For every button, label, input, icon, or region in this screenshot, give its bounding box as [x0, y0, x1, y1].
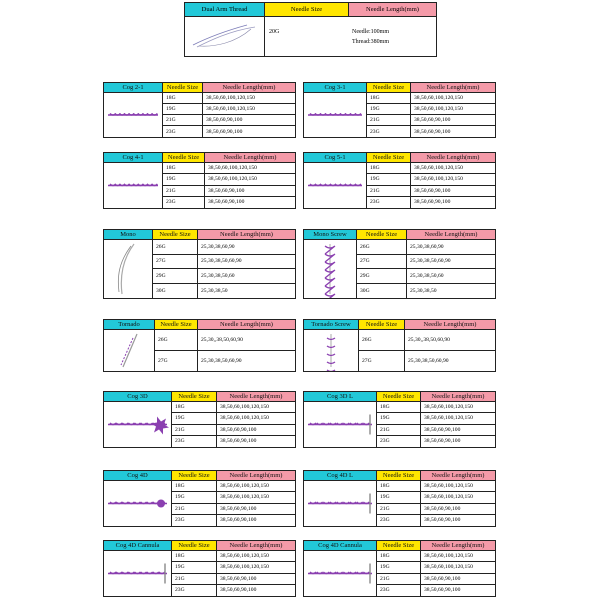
table-row — [377, 504, 495, 515]
table-row — [172, 492, 295, 503]
table-row — [357, 255, 495, 270]
needle-length-cell: 38,50,60,100,120,150 — [424, 564, 473, 571]
needle-length-cell: 25,30,,38,50,60,90 — [201, 336, 243, 343]
table-row — [155, 330, 295, 351]
product-table-12 — [303, 470, 496, 527]
needle-length-cell: 38,50,60,100,120,150 — [208, 165, 257, 172]
product-name: Tornado Screw — [304, 320, 359, 330]
needle-size-cell: 21G — [377, 574, 421, 584]
needle-length-cell: 38,50,60,100,120,150 — [424, 404, 473, 411]
table-row — [153, 269, 295, 284]
product-table-13 — [103, 540, 296, 597]
product-name: Cog 3D — [104, 392, 172, 402]
table-row — [172, 574, 295, 585]
table-row — [172, 481, 295, 492]
table-row — [163, 186, 295, 197]
needle-length-cell: 25,30,38,50,60,90 — [201, 357, 242, 364]
needle-size-cell: 21G — [367, 115, 411, 125]
needle-length-cell: 38,50,60,100,120,150 — [414, 176, 463, 183]
product-table-7 — [103, 319, 296, 372]
table-row — [357, 240, 495, 255]
thread-image — [104, 551, 172, 596]
dual-arm-thread-table — [184, 2, 437, 57]
thread-image — [104, 330, 155, 371]
needle-length-cell: 38,50,60,100,120,150 — [414, 106, 463, 112]
product-name: Cog 4D Cannula — [304, 541, 377, 551]
dual-arm-thread-length: Thread:380mm — [352, 39, 389, 45]
table-row — [357, 269, 495, 284]
product-name: Mono Screw — [304, 230, 357, 240]
table-row — [172, 504, 295, 515]
needle-length-header: Needle Length(mm) — [217, 471, 295, 481]
product-table-14 — [303, 540, 496, 597]
needle-length-header: Needle Length(mm) — [407, 230, 495, 240]
needle-size-cell: 18G — [367, 93, 411, 103]
product-name: Cog 4D — [104, 471, 172, 481]
needle-length-cell: 38,50,60,90,100 — [424, 587, 461, 594]
needle-length-cell: 25,30,38,50,60,90 — [201, 258, 242, 265]
needle-length-cell: 38,50,60,90,100 — [206, 128, 243, 135]
needle-length-header: Needle Length(mm) — [217, 392, 295, 402]
needle-size-header: Needle Size — [377, 541, 421, 551]
table-row — [172, 402, 295, 413]
needle-length-cell: 38,50,60,90,100 — [424, 505, 461, 512]
needle-length-header: Needle Length(mm) — [203, 83, 295, 93]
needle-size-cell: 30G — [153, 284, 198, 299]
needle-length-cell: 38,50,60,90,100 — [414, 187, 451, 194]
needle-size-cell: 23G — [172, 436, 217, 447]
needle-length-cell: 25,30,38,50,60 — [410, 272, 444, 279]
thread-image — [304, 481, 377, 526]
product-name: Mono — [104, 230, 153, 240]
table-row — [163, 104, 295, 115]
dual-arm-length-header: Needle Length(mm) — [349, 3, 436, 17]
needle-length-cell: 38,50,60,100,120,150 — [220, 415, 269, 422]
table-row — [163, 197, 295, 208]
needle-length-cell: 25,30,38,50,60,90 — [410, 258, 451, 265]
thread-image — [104, 240, 153, 298]
needle-size-cell: 23G — [367, 126, 411, 137]
dual-arm-thread-image — [185, 17, 265, 56]
table-row — [367, 174, 495, 185]
table-row — [163, 126, 295, 137]
needle-size-header: Needle Size — [359, 320, 405, 330]
needle-size-header: Needle Size — [153, 230, 198, 240]
needle-length-cell: 38,50,60,90,100 — [220, 517, 257, 524]
needle-length-cell: 25,30,,38,50,60,90 — [408, 336, 450, 343]
needle-length-cell: 25,30,38,50 — [201, 287, 228, 294]
needle-size-cell: 26G — [357, 240, 407, 254]
needle-length-header: Needle Length(mm) — [421, 541, 495, 551]
needle-size-cell: 23G — [163, 197, 205, 208]
needle-length-cell: 38,50,60,90,100 — [424, 575, 461, 582]
needle-length-cell: 38,50,60,100,120,150 — [414, 165, 463, 172]
dual-arm-size: 20G — [269, 29, 280, 35]
needle-length-cell: 38,50,60,90,100 — [208, 199, 245, 206]
needle-size-cell: 19G — [172, 562, 217, 572]
needle-length-header: Needle Length(mm) — [421, 392, 495, 402]
needle-size-header: Needle Size — [172, 392, 217, 402]
needle-length-cell: 38,50,60,90,100 — [220, 426, 257, 433]
needle-length-header: Needle Length(mm) — [205, 153, 295, 163]
table-row — [172, 413, 295, 424]
needle-length-cell: 38,50,60,100,120,150 — [220, 483, 269, 490]
table-row — [367, 104, 495, 115]
table-row — [377, 551, 495, 562]
needle-size-cell: 19G — [163, 104, 203, 114]
table-row — [377, 562, 495, 573]
needle-size-cell: 21G — [172, 504, 217, 514]
table-row — [172, 562, 295, 573]
product-table-2 — [303, 82, 496, 138]
needle-size-cell: 18G — [172, 481, 217, 491]
needle-size-cell: 19G — [367, 104, 411, 114]
needle-length-cell: 38,50,60,100,120,150 — [414, 95, 463, 101]
needle-length-cell: 38,50,60,100,120,150 — [220, 564, 269, 571]
needle-size-header: Needle Size — [172, 541, 217, 551]
product-table-3 — [103, 152, 296, 209]
needle-size-header: Needle Size — [163, 153, 205, 163]
needle-size-cell: 27G — [357, 255, 407, 269]
table-row — [377, 436, 495, 447]
needle-length-cell: 38,50,60,100,120,150 — [208, 176, 257, 183]
needle-size-cell: 29G — [153, 269, 198, 283]
product-table-5 — [103, 229, 296, 299]
needle-size-cell: 23G — [377, 436, 421, 447]
needle-size-cell: 18G — [172, 551, 217, 561]
needle-size-cell: 23G — [377, 515, 421, 526]
needle-size-cell: 18G — [377, 481, 421, 491]
needle-length-cell: 25,30,38,60,90 — [410, 243, 444, 250]
product-table-11 — [103, 470, 296, 527]
needle-size-cell: 21G — [172, 425, 217, 435]
table-row — [367, 163, 495, 174]
table-row — [377, 402, 495, 413]
needle-size-header: Needle Size — [377, 392, 421, 402]
thread-image — [104, 402, 172, 447]
table-row — [359, 330, 495, 351]
needle-length-header: Needle Length(mm) — [405, 320, 495, 330]
product-table-4 — [303, 152, 496, 209]
needle-length-header: Needle Length(mm) — [411, 83, 495, 93]
table-row — [172, 585, 295, 596]
needle-length-cell: 38,50,60,100,120,150 — [424, 553, 473, 560]
needle-size-cell: 19G — [377, 413, 421, 423]
thread-image — [304, 402, 377, 447]
thread-image — [104, 481, 172, 526]
needle-length-cell: 38,50,60,90,100 — [424, 426, 461, 433]
table-row — [377, 574, 495, 585]
product-table-6 — [303, 229, 496, 299]
table-row — [367, 115, 495, 126]
product-table-10 — [303, 391, 496, 448]
table-row — [359, 351, 495, 372]
needle-length-cell: 38,50,60,100,120,150 — [424, 483, 473, 490]
needle-size-cell: 18G — [163, 163, 205, 173]
needle-size-cell: 27G — [155, 351, 198, 372]
table-row — [153, 284, 295, 299]
needle-length-cell: 38,50,60,100,120,150 — [424, 415, 473, 422]
table-row — [172, 515, 295, 526]
needle-length-cell: 38,50,60,90,100 — [220, 505, 257, 512]
needle-size-cell: 23G — [377, 585, 421, 596]
needle-length-cell: 38,50,60,90,100 — [220, 575, 257, 582]
product-name: Tornado — [104, 320, 155, 330]
needle-size-cell: 21G — [377, 425, 421, 435]
table-row — [172, 425, 295, 436]
needle-length-cell: 38,50,60,90,100 — [206, 117, 243, 123]
dual-arm-name-header: Dual Arm Thread — [185, 3, 265, 17]
product-name: Cog 4D Cannula — [104, 541, 172, 551]
table-row — [377, 481, 495, 492]
needle-length-cell: 25,30,38,50,60,90 — [408, 357, 449, 364]
table-row — [377, 425, 495, 436]
needle-size-cell: 21G — [377, 504, 421, 514]
table-row — [357, 284, 495, 299]
thread-image — [104, 163, 163, 208]
table-row — [367, 93, 495, 104]
needle-length-cell: 38,50,60,90,100 — [414, 117, 451, 123]
needle-size-cell: 19G — [172, 492, 217, 502]
needle-size-cell: 23G — [172, 515, 217, 526]
table-row — [153, 240, 295, 255]
needle-size-header: Needle Size — [357, 230, 407, 240]
thread-image — [304, 240, 357, 298]
table-row — [377, 413, 495, 424]
needle-length-cell: 38,50,60,90,100 — [424, 517, 461, 524]
table-row — [163, 163, 295, 174]
needle-size-header: Needle Size — [377, 471, 421, 481]
needle-length-cell: 38,50,60,100,120,150 — [206, 106, 255, 112]
table-row — [163, 174, 295, 185]
thread-image — [304, 163, 367, 208]
needle-length-header: Needle Length(mm) — [198, 230, 295, 240]
product-name: Cog 3D L — [304, 392, 377, 402]
table-row — [377, 492, 495, 503]
needle-length-header: Needle Length(mm) — [217, 541, 295, 551]
needle-length-cell: 38,50,60,100,120,150 — [424, 494, 473, 501]
thread-image — [304, 93, 367, 137]
needle-length-cell: 25,30,38,60,90 — [201, 243, 235, 250]
table-row — [155, 351, 295, 372]
needle-size-cell: 19G — [377, 492, 421, 502]
needle-length-cell: 25,30,38,50 — [410, 287, 437, 294]
needle-size-cell: 26G — [359, 330, 405, 350]
thread-image — [104, 93, 163, 137]
product-name: Cog 4D L — [304, 471, 377, 481]
needle-size-header: Needle Size — [367, 153, 411, 163]
product-name: Cog 2-1 — [104, 83, 163, 93]
table-row — [172, 436, 295, 447]
needle-size-cell: 18G — [377, 402, 421, 412]
needle-length-header: Needle Length(mm) — [421, 471, 495, 481]
product-name: Cog 5-1 — [304, 153, 367, 163]
needle-length-cell: 38,50,60,90,100 — [220, 438, 257, 445]
needle-length-header: Needle Length(mm) — [198, 320, 295, 330]
table-row — [367, 186, 495, 197]
needle-size-cell: 19G — [163, 174, 205, 184]
needle-size-cell: 18G — [172, 402, 217, 412]
thread-image — [304, 330, 359, 371]
needle-size-cell: 23G — [163, 126, 203, 137]
needle-length-header: Needle Length(mm) — [411, 153, 495, 163]
needle-size-header: Needle Size — [172, 471, 217, 481]
table-row — [377, 585, 495, 596]
needle-size-cell: 19G — [367, 174, 411, 184]
table-row — [163, 115, 295, 126]
needle-size-cell: 21G — [163, 115, 203, 125]
needle-size-cell: 18G — [367, 163, 411, 173]
product-table-9 — [103, 391, 296, 448]
needle-length-cell: 38,50,60,100,120,150 — [206, 95, 255, 101]
needle-length-cell: 38,50,60,90,100 — [424, 438, 461, 445]
needle-length-cell: 38,50,60,90,100 — [414, 199, 451, 206]
needle-size-cell: 21G — [163, 186, 205, 196]
needle-size-cell: 27G — [359, 351, 405, 372]
needle-length-cell: 38,50,60,90,100 — [220, 587, 257, 594]
table-row — [153, 255, 295, 270]
needle-size-cell: 21G — [367, 186, 411, 196]
needle-length-cell: 38,50,60,100,120,150 — [220, 553, 269, 560]
needle-size-cell: 26G — [153, 240, 198, 254]
needle-size-cell: 18G — [163, 93, 203, 103]
needle-length-cell: 38,50,60,100,120,150 — [220, 494, 269, 501]
dual-arm-needle-length: Needle:100mm — [352, 29, 389, 35]
product-name: Cog 3-1 — [304, 83, 367, 93]
needle-length-cell: 25,30,38,50,60 — [201, 272, 235, 279]
needle-length-cell: 38,50,60,90,100 — [414, 128, 451, 135]
product-name: Cog 4-1 — [104, 153, 163, 163]
needle-length-cell: 38,50,60,90,100 — [208, 187, 245, 194]
table-row — [163, 93, 295, 104]
product-table-1 — [103, 82, 296, 138]
needle-size-cell: 23G — [172, 585, 217, 596]
needle-size-header: Needle Size — [155, 320, 198, 330]
needle-size-cell: 29G — [357, 269, 407, 283]
needle-size-cell: 21G — [172, 574, 217, 584]
table-row — [367, 197, 495, 208]
needle-size-cell: 19G — [172, 413, 217, 423]
table-row — [377, 515, 495, 526]
needle-size-header: Needle Size — [367, 83, 411, 93]
needle-size-cell: 30G — [357, 284, 407, 299]
table-row — [367, 126, 495, 137]
product-table-8 — [303, 319, 496, 372]
needle-size-cell: 27G — [153, 255, 198, 269]
needle-size-cell: 23G — [367, 197, 411, 208]
table-row — [172, 551, 295, 562]
dual-arm-size-header: Needle Size — [265, 3, 349, 17]
needle-size-cell: 19G — [377, 562, 421, 572]
needle-size-cell: 18G — [377, 551, 421, 561]
needle-size-cell: 26G — [155, 330, 198, 350]
needle-length-cell: 38,50,60,100,120,150 — [220, 404, 269, 411]
thread-image — [304, 551, 377, 596]
needle-size-header: Needle Size — [163, 83, 203, 93]
